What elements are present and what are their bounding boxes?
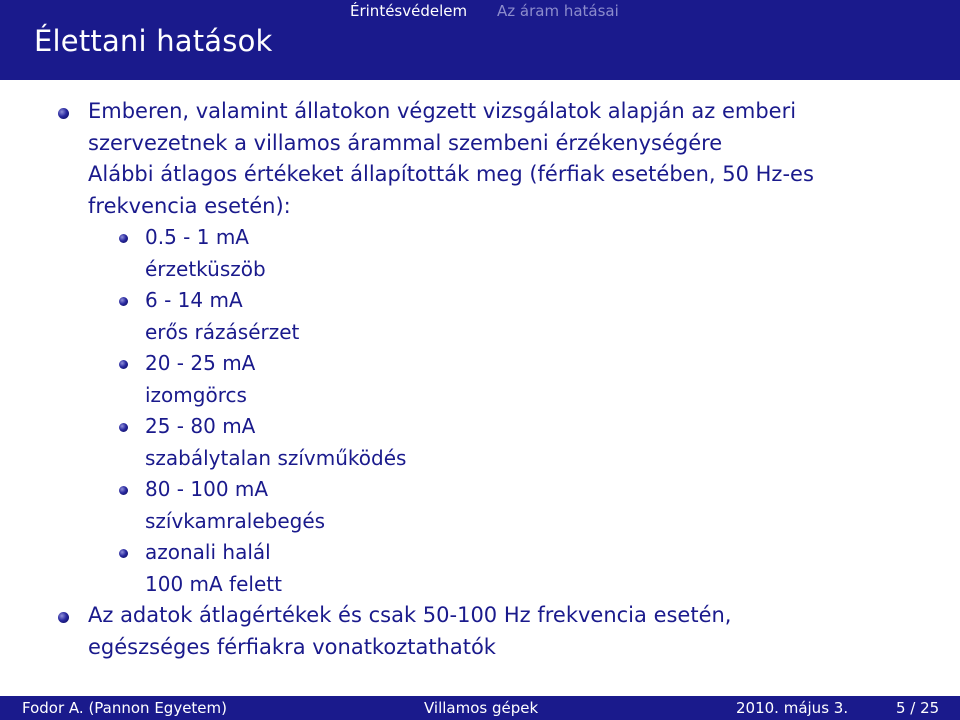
- range-item: [0, 411, 960, 474]
- ball-bullet-icon: [119, 486, 128, 495]
- bullet-item-closing: [0, 600, 960, 663]
- ball-bullet-icon: [119, 234, 128, 243]
- range-value: 20 - 25 mA: [145, 351, 256, 375]
- range-value: azonali halál: [145, 540, 271, 564]
- range-value: 0.5 - 1 mA: [145, 225, 249, 249]
- range-effect: szívkamralebegés: [145, 508, 326, 533]
- range-item: [0, 474, 960, 537]
- range-effect: erős rázásérzet: [145, 319, 300, 344]
- range-item: [0, 348, 960, 411]
- closing-line: Az adatok átlagértékek és csak 50-100 Hz frekvencia esetén,: [88, 603, 732, 627]
- range-effect: szabálytalan szívműködés: [145, 445, 407, 470]
- range-value: 80 - 100 mA: [145, 477, 269, 501]
- footer-title: Villamos gépek: [424, 699, 539, 717]
- frame-title: Élettani hatások: [34, 24, 273, 58]
- header-bar: [0, 0, 960, 80]
- range-effect: 100 mA felett: [145, 571, 282, 596]
- ball-bullet-icon: [119, 360, 128, 369]
- intro-line: frekvencia esetén):: [88, 193, 291, 218]
- footer-author: Fodor A. (Pannon Egyetem): [22, 699, 227, 717]
- ball-bullet-icon: [119, 549, 128, 558]
- range-item: [0, 222, 960, 285]
- ball-bullet-icon: [58, 612, 69, 623]
- intro-line: szervezetnek a villamos árammal szembeni érzékenységére: [88, 130, 723, 155]
- intro-line: Alábbi átlagos értékeket állapították meg (férfiak esetében, 50 Hz-es: [88, 162, 814, 186]
- footer-date: 2010. május 3.: [736, 699, 849, 717]
- nav-section-active[interactable]: Érintésvédelem: [350, 2, 468, 20]
- ball-bullet-icon: [119, 423, 128, 432]
- intro-line: Emberen, valamint állatokon végzett vizsgálatok alapján az emberi: [88, 99, 797, 123]
- range-effect: érzetküszöb: [145, 256, 266, 281]
- footer-page-number: 5 / 25: [896, 699, 940, 717]
- section-navigation: [0, 0, 960, 22]
- range-item: [0, 537, 960, 600]
- footer-bar: [0, 696, 960, 720]
- ball-bullet-icon: [58, 108, 69, 119]
- bullet-item-intro: [0, 96, 960, 222]
- slide-content: [0, 96, 960, 663]
- ball-bullet-icon: [119, 297, 128, 306]
- range-value: 25 - 80 mA: [145, 414, 256, 438]
- nav-section-inactive[interactable]: Az áram hatásai: [497, 2, 619, 20]
- range-value: 6 - 14 mA: [145, 288, 243, 312]
- range-effect: izomgörcs: [145, 382, 247, 407]
- closing-line: egészséges férfiakra vonatkoztathatók: [88, 634, 496, 659]
- range-item: [0, 285, 960, 348]
